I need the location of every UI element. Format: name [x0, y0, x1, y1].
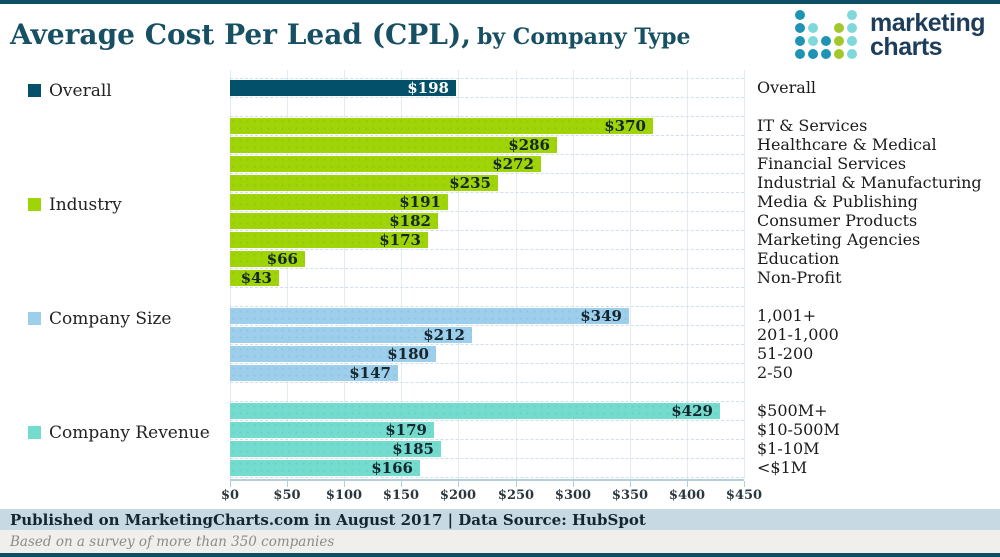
- category-label: Non-Profit: [757, 268, 842, 287]
- logo-dot-icon: [834, 23, 844, 33]
- x-axis-tick: [573, 481, 574, 487]
- plot-area: [220, 70, 763, 505]
- chart-title: [10, 18, 690, 51]
- bar-value-label: $66: [266, 250, 298, 268]
- row-gridline: [230, 382, 744, 383]
- legend-swatch: [28, 426, 41, 439]
- header: [10, 10, 990, 68]
- bar-value-label: $235: [449, 174, 491, 192]
- logo-dot-icon: [847, 36, 857, 46]
- legend-item: [28, 423, 210, 442]
- row-gridline: [230, 477, 744, 478]
- x-axis-tick-label: $250: [497, 488, 535, 503]
- legend-label: Company Size: [49, 308, 172, 329]
- x-axis-tick-label: $100: [325, 488, 363, 503]
- logo-dot-icon: [847, 49, 857, 59]
- row-gridline: [230, 287, 744, 288]
- logo-dot-icon: [808, 49, 818, 59]
- bar: [230, 80, 456, 96]
- logo-dot-icon: [847, 23, 857, 33]
- bar-value-label: $182: [389, 212, 431, 230]
- category-label: 2-50: [757, 363, 793, 382]
- category-label: Education: [757, 249, 840, 268]
- bar: [230, 194, 448, 210]
- x-axis-tick: [344, 481, 345, 487]
- logo-text-line2: charts: [870, 32, 943, 61]
- logo-dot-icon: [834, 36, 844, 46]
- category-label: Overall: [757, 78, 817, 97]
- logo-dot-icon: [795, 49, 805, 59]
- bar-value-label: $429: [671, 402, 713, 420]
- logo-dot-icon: [834, 49, 844, 59]
- legend-swatch: [28, 198, 41, 211]
- bar: [230, 118, 653, 134]
- legend-label: Industry: [49, 194, 122, 215]
- bar: [230, 327, 472, 343]
- footer-note-band: [0, 530, 1000, 553]
- bottom-border: [0, 553, 1000, 557]
- logo-dot-empty: [808, 10, 818, 20]
- row-gridline: [230, 306, 744, 307]
- category-label: Consumer Products: [757, 211, 918, 230]
- x-axis-tick: [687, 481, 688, 487]
- bar: [230, 156, 541, 172]
- x-axis-tick: [516, 481, 517, 487]
- x-axis-line: [230, 479, 744, 481]
- logo-dot-icon: [821, 36, 831, 46]
- row-gridline: [230, 363, 744, 364]
- chart-title-main: Average Cost Per Lead (CPL),: [10, 18, 471, 51]
- x-axis-tick: [458, 481, 459, 487]
- row-gridline: [230, 401, 744, 402]
- logo-dot-empty: [821, 23, 831, 33]
- category-label: Healthcare & Medical: [757, 135, 937, 154]
- vertical-gridline: [744, 70, 745, 479]
- logo-text: [870, 8, 985, 61]
- row-gridline: [230, 325, 744, 326]
- row-gridline: [230, 154, 744, 155]
- bar-value-label: $43: [240, 269, 272, 287]
- logo-dot-icon: [795, 36, 805, 46]
- bar: [230, 213, 438, 229]
- bar-value-label: $272: [492, 155, 534, 173]
- row-gridline: [230, 192, 744, 193]
- bar-value-label: $370: [604, 117, 646, 135]
- bar: [230, 175, 498, 191]
- logo-dot-icon: [808, 36, 818, 46]
- x-axis-tick: [287, 481, 288, 487]
- row-gridline: [230, 458, 744, 459]
- logo-text-line1: marketing: [870, 8, 985, 37]
- bar: [230, 422, 434, 438]
- row-gridline: [230, 116, 744, 117]
- bar-value-label: $179: [385, 421, 427, 439]
- logo-dot-icon: [795, 23, 805, 33]
- row-gridline: [230, 135, 744, 136]
- row-gridline: [230, 249, 744, 250]
- bar-value-label: $147: [349, 364, 391, 382]
- logo-dot-icon: [847, 10, 857, 20]
- bar: [230, 346, 436, 362]
- footer-publish-text: Published on MarketingCharts.com in August 2017 | Data Source: HubSpot: [10, 510, 646, 529]
- chart-legend: [28, 70, 228, 505]
- legend-swatch: [28, 312, 41, 325]
- row-gridline: [230, 344, 744, 345]
- row-gridline: [230, 420, 744, 421]
- chart-title-sub: by Company Type: [476, 24, 691, 50]
- logo-dots-icon: [795, 10, 857, 59]
- legend-item: [28, 195, 122, 214]
- bar: [230, 232, 428, 248]
- category-label: Industrial & Manufacturing: [757, 173, 982, 192]
- logo-dot-empty: [821, 10, 831, 20]
- category-label: $10-500M: [757, 420, 840, 439]
- category-label: 51-200: [757, 344, 814, 363]
- category-label: Media & Publishing: [757, 192, 918, 211]
- x-axis-tick: [744, 481, 745, 487]
- bar: [230, 365, 398, 381]
- bar-value-label: $198: [407, 79, 449, 97]
- category-label: Marketing Agencies: [757, 230, 921, 249]
- x-axis-tick-label: $200: [439, 488, 477, 503]
- legend-swatch: [28, 84, 41, 97]
- legend-item: [28, 309, 171, 328]
- x-axis-tick-label: $300: [554, 488, 592, 503]
- logo-dot-icon: [795, 10, 805, 20]
- bar: [230, 460, 420, 476]
- bar: [230, 137, 557, 153]
- legend-label: Company Revenue: [49, 422, 210, 443]
- bar-chart: [0, 70, 1000, 505]
- bar: [230, 251, 305, 267]
- bar: [230, 308, 629, 324]
- category-label: Financial Services: [757, 154, 907, 173]
- bar-value-label: $286: [508, 136, 550, 154]
- bar-value-label: $173: [379, 231, 421, 249]
- bar: [230, 270, 279, 286]
- legend-item: [28, 81, 112, 100]
- x-axis-tick-label: $450: [725, 488, 763, 503]
- category-label: $500M+: [757, 401, 828, 420]
- x-axis-tick-label: $50: [273, 488, 301, 503]
- category-label: $1-10M: [757, 439, 820, 458]
- x-axis-tick-label: $0: [220, 488, 240, 503]
- row-gridline: [230, 211, 744, 212]
- bar: [230, 403, 720, 419]
- row-gridline: [230, 268, 744, 269]
- category-label: 201-1,000: [757, 325, 839, 344]
- category-label: 1,001+: [757, 306, 817, 325]
- bar-value-label: $212: [423, 326, 465, 344]
- marketingcharts-logo: [795, 10, 985, 59]
- logo-dot-icon: [808, 23, 818, 33]
- x-axis-tick: [230, 481, 231, 487]
- footer: [0, 509, 1000, 557]
- logo-dot-icon: [821, 49, 831, 59]
- footer-note-text: Based on a survey of more than 350 companies: [10, 533, 335, 550]
- bar-value-label: $349: [580, 307, 622, 325]
- category-label: <$1M: [757, 458, 808, 477]
- category-label: IT & Services: [757, 116, 868, 135]
- legend-label: Overall: [49, 80, 112, 101]
- x-axis-tick-label: $150: [382, 488, 420, 503]
- footer-publish-band: [0, 509, 1000, 530]
- bar-value-label: $180: [387, 345, 429, 363]
- bar: [230, 441, 441, 457]
- bar-value-label: $191: [399, 193, 441, 211]
- row-gridline: [230, 78, 744, 79]
- x-axis-tick-label: $400: [668, 488, 706, 503]
- x-axis-tick-label: $350: [611, 488, 649, 503]
- category-labels: [757, 70, 997, 505]
- row-gridline: [230, 97, 744, 98]
- x-axis-tick: [401, 481, 402, 487]
- bar-value-label: $166: [371, 459, 413, 477]
- x-axis-tick: [630, 481, 631, 487]
- row-gridline: [230, 230, 744, 231]
- bar-value-label: $185: [392, 440, 434, 458]
- logo-dot-empty: [834, 10, 844, 20]
- row-gridline: [230, 439, 744, 440]
- top-border: [0, 0, 1000, 4]
